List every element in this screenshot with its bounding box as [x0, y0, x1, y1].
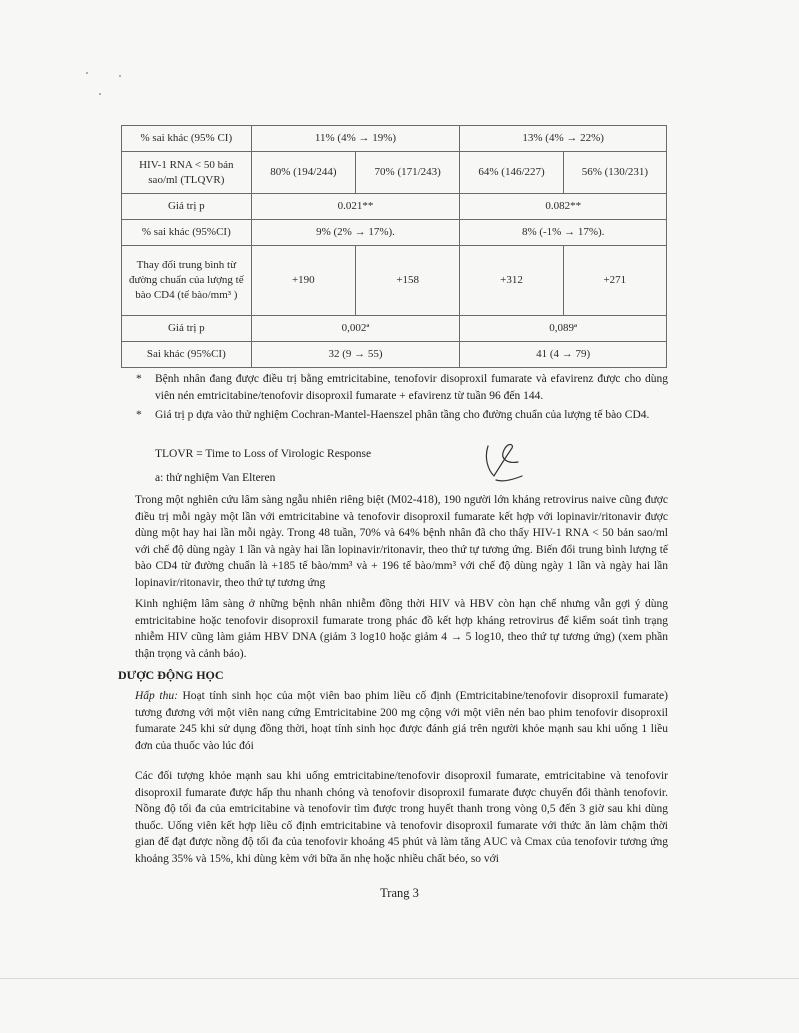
paragraph-m02-418 [135, 492, 668, 591]
footnote-1 [155, 371, 668, 404]
absorption-body: Hoạt tính sinh học của một viên bao phim liều cố định (Emtricitabine/tenofovir disoproxil fumarate) tương đương với một viên nang cứng Emtricitabine 200 mg cộng với một viên nén bao phim tenofovir disoproxil fumarate 245 khi sử dụng đồng thời, hoạt tính sinh học được đánh giá trên người khỏe mạnh sau khi uống 1 liều đơn của thuốc vào lúc đói [135, 690, 668, 752]
group-1-value: 0.021** [251, 194, 460, 220]
absorption-lead: Hấp thu: [135, 690, 178, 702]
group-2-value: 8% (-1% → 17%). [460, 220, 667, 246]
paragraph-absorption [135, 688, 668, 754]
table-row [122, 342, 667, 368]
row-label: HIV-1 RNA < 50 bản sao/ml (TLQVR) [122, 152, 252, 194]
footnote-star-1: * [136, 373, 142, 385]
footnote-star-2: * [136, 409, 142, 421]
group-1-value: 9% (2% → 17%). [251, 220, 460, 246]
signature-mark [478, 440, 538, 484]
row-label: % sai khác (95% CI) [122, 126, 252, 152]
results-table [121, 125, 667, 368]
paragraph-m02-418-text: Trong một nghiên cứu lâm sàng ngẫu nhiên riêng biệt (M02-418), 190 người lớn kháng retrovirus naive cũng được điều trị mỗi ngày một lần với emtricitabine và tenofovir disoproxil fumarate kết hợp với lopinavir/ritonavir được dùng một hay hai lần mỗi ngày. Trong 48 tuần, 70% và 64% bệnh nhân đã cho thấy HIV-1 RNA < 50 bản sao/ml với chế độ dùng ngày 1 lần và ngày hai lần lopinavir/ritonavir, theo thứ tự tương ứng. Biến đổi trung bình lượng tế bào CD4 từ đường chuẩn là +185 tế bào/mm³ và + 196 tế bào/mm³ với chế độ dùng ngày 1 lần và ngày hai lần lopinavir/ritonavir, theo thứ tự tương ứng [135, 494, 668, 589]
paragraph-healthy-subjects-text: Các đối tượng khỏe mạnh sau khi uống emtricitabine/tenofovir disoproxil fumarate, emtricitabine và tenofovir disoproxil fumarate được hấp thu nhanh chóng và tenofovir disoproxil fumarate được chuyển đổi thành tenofovir. Nồng độ tối đa của emtricitabine và tenofovir tìm được trong huyết thanh trong vòng 0,5 đến 3 giờ sau khi dùng thuốc. Uống viên kết hợp liều cố định emtricitabine và tenofovir disoproxil fumarate với thức ăn làm chậm thời gian để đạt được nồng độ tối đa của tenofovir khoảng 45 phút và làm tăng AUC và Cmax của tenofovir tương ứng khoảng 35% và 15%, khi dùng kèm với bữa ăn nhẹ hoặc nhiều chất béo, so với [135, 770, 668, 865]
row-label: Sai khác (95%CI) [122, 342, 252, 368]
cell-value: +271 [563, 246, 666, 316]
cell-value: 80% (194/244) [251, 152, 355, 194]
group-1-value: 32 (9 → 55) [251, 342, 460, 368]
cell-value: 56% (130/231) [563, 152, 666, 194]
group-2-value: 0,089ª [460, 316, 667, 342]
paragraph-healthy-subjects [135, 768, 668, 867]
cell-value: +190 [251, 246, 355, 316]
table-row [122, 194, 667, 220]
group-1-value: 11% (4% → 19%) [251, 126, 460, 152]
scan-edge-line [0, 978, 799, 979]
table-row [122, 316, 667, 342]
row-label: Giá trị p [122, 316, 252, 342]
table-row [122, 126, 667, 152]
paragraph-hiv-hbv-text: Kinh nghiệm lâm sàng ở những bệnh nhân nhiễm đồng thời HIV và HBV còn hạn chế nhưng vẫn gợi ý dùng emtricitabine hoặc tenofovir disoproxil fumarate trong phác đồ kết hợp kháng retrovirus để kiểm soát tình trạng nhiễm HIV cũng làm giảm HBV DNA (giảm 3 log10 hoặc giảm 4 → 5 log10, theo thứ tự tương ứng) (xem phần thận trọng và cảnh báo). [135, 598, 668, 660]
row-label: % sai khác (95%CI) [122, 220, 252, 246]
paragraph-absorption-text [135, 688, 668, 754]
cell-value: 64% (146/227) [460, 152, 563, 194]
row-label: Giá trị p [122, 194, 252, 220]
footnote-2 [155, 407, 668, 424]
tlovr-definition: TLOVR = Time to Loss of Virologic Response [155, 448, 372, 460]
group-2-value: 41 (4 → 79) [460, 342, 667, 368]
group-2-value: 13% (4% → 22%) [460, 126, 667, 152]
row-label: Thay đổi trung bình từ đường chuẩn của lượng tế bào CD4 (tế bào/mm³ ) [122, 246, 252, 316]
group-2-value: 0.082** [460, 194, 667, 220]
footnote-1-text: Bệnh nhân đang được điều trị bằng emtricitabine, tenofovir disoproxil fumarate và efavirenz được cho dùng viên nén emtricitabine/tenofovir disoproxil fumarate + efavirenz từ tuần 96 đến 144. [155, 373, 668, 402]
group-1-value: 0,002ª [251, 316, 460, 342]
cell-value: +312 [460, 246, 563, 316]
footnote-2-text: Giá trị p dựa vào thử nghiệm Cochran-Mantel-Haenszel phân tầng cho đường chuẩn của lượng tế bào CD4. [155, 409, 650, 421]
table-row [122, 152, 667, 194]
scan-speck [99, 93, 101, 95]
cell-value: 70% (171/243) [356, 152, 460, 194]
cell-value: +158 [356, 246, 460, 316]
van-elteren-note: a: thử nghiệm Van Elteren [155, 472, 276, 484]
scan-speck [86, 72, 88, 74]
table-row [122, 220, 667, 246]
section-heading-pharmacokinetics: DƯỢC ĐỘNG HỌC [118, 668, 224, 682]
scan-speck [119, 75, 121, 77]
table-row [122, 246, 667, 316]
page-number: Trang 3 [380, 886, 419, 900]
paragraph-hiv-hbv [135, 596, 668, 662]
